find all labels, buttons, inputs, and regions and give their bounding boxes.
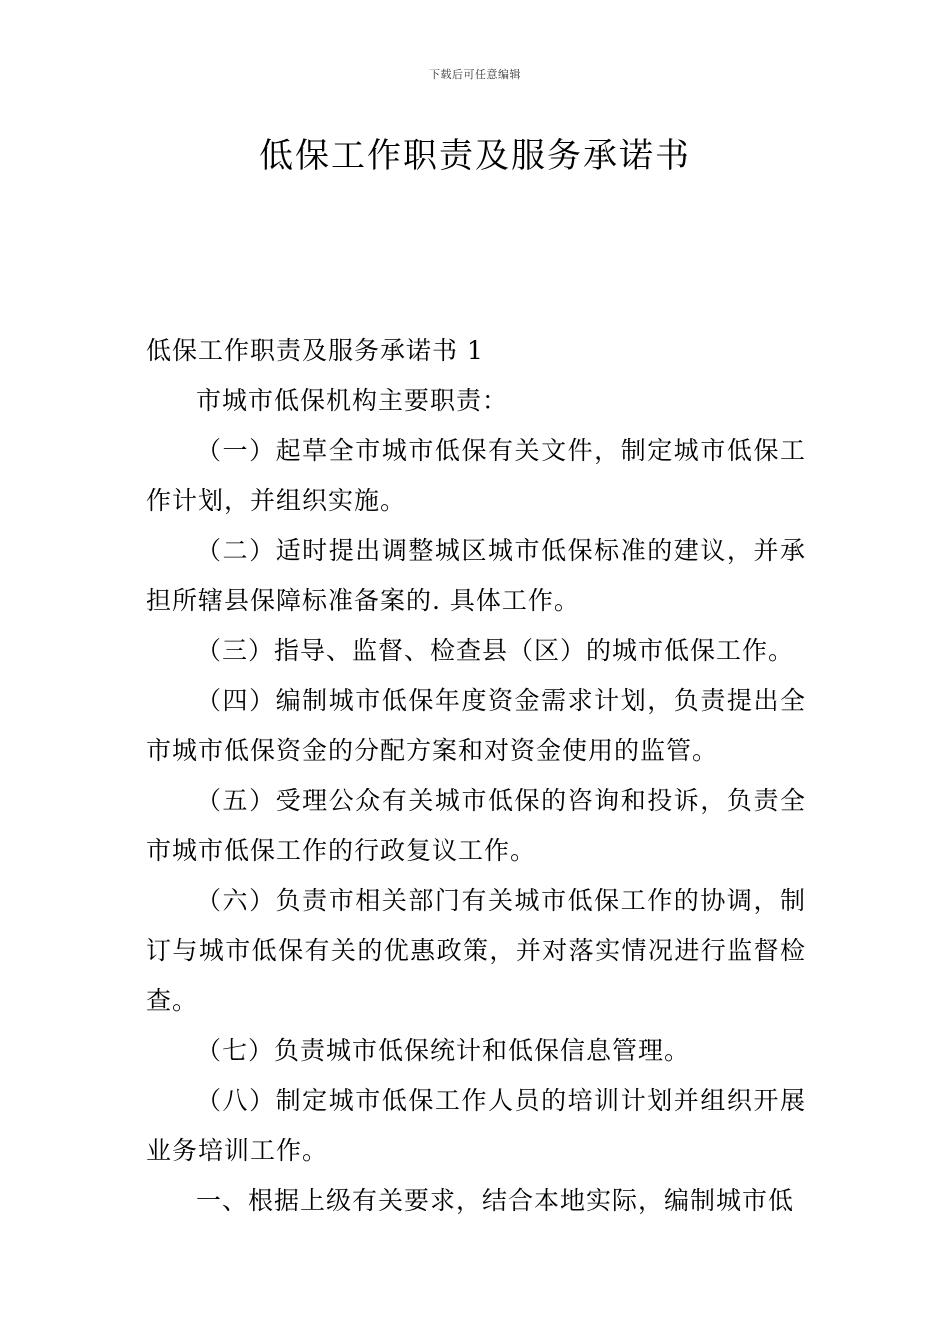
- paragraph-item-3: （三）指导、监督、检查县（区）的城市低保工作。: [196, 636, 795, 665]
- document-title: 低保工作职责及服务承诺书: [259, 136, 691, 176]
- paragraph-item-5: （五）受理公众有关城市低保的咨询和投诉，负责全市城市低保工作的行政复议工作。: [146, 786, 806, 865]
- paragraph-item-8: （八）制定城市低保工作人员的培训计划并组织开展业务培训工作。: [146, 1086, 806, 1165]
- document-body: [146, 326, 806, 1226]
- paragraph-item-6: （六）负责市相关部门有关城市低保工作的协调，制订与城市低保有关的优惠政策，并对落实情况进行监督检查。: [146, 886, 806, 1015]
- paragraph-item-4: （四）编制城市低保年度资金需求计划，负责提出全市城市低保资金的分配方案和对资金使用的监管。: [146, 686, 806, 765]
- paragraph-item-2: （二）适时提出调整城区城市低保标准的建议，并承担所辖县保障标准备案的. 具体工作。: [146, 536, 806, 615]
- paragraph-intro: 市城市低保机构主要职责：: [196, 386, 509, 415]
- paragraph-item-7: （七）负责城市低保统计和低保信息管理。: [196, 1036, 691, 1065]
- paragraph-numbered-1: 一、根据上级有关要求，结合本地实际，编制城市低: [196, 1186, 795, 1215]
- header-note: 下载后可任意编辑: [429, 68, 521, 81]
- paragraph-item-1: （一）起草全市城市低保有关文件，制定城市低保工作计划，并组织实施。: [146, 436, 806, 515]
- section-heading: 低保工作职责及服务承诺书 1: [146, 336, 484, 365]
